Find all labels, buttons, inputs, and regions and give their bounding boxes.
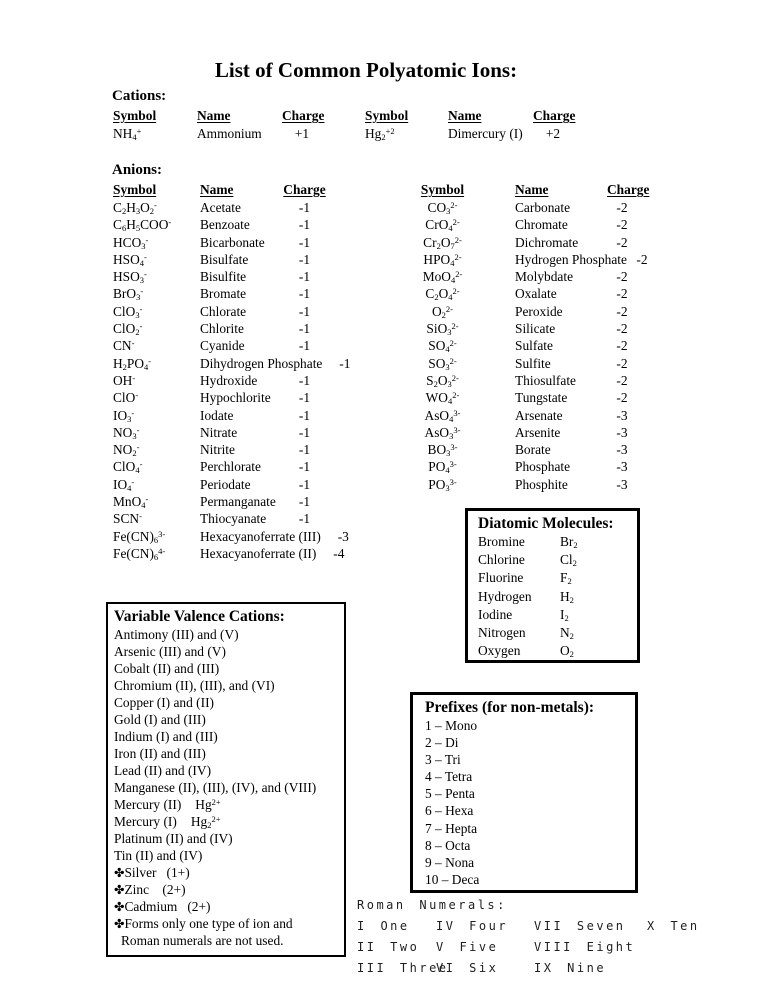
ion-charge: -2 (616, 321, 628, 337)
ion-name: Thiosulfate (515, 372, 576, 388)
roman-item: IV Four (436, 919, 509, 933)
molecule-row (478, 606, 637, 624)
anion-row (113, 216, 367, 233)
valence-item (114, 881, 340, 898)
clover-bullet-icon: ✤ (114, 916, 125, 931)
valence-text: Forms only one type of ion and (124, 916, 293, 931)
molecule-name: Iodine (478, 606, 513, 622)
roman-column (534, 916, 647, 979)
prefix-item: 4 – Tetra (425, 769, 473, 785)
ion-charge: -1 (298, 442, 311, 458)
ion-name: Bromate (200, 286, 247, 302)
prefixes-box (410, 692, 638, 893)
prefix-items (425, 717, 635, 888)
ion-symbol: CN- (113, 338, 135, 354)
anion-row (113, 545, 367, 562)
anion-row (405, 320, 657, 337)
molecule-row (478, 569, 637, 587)
page-title: List of Common Polyatomic Ions: (214, 58, 518, 82)
ion-symbol: AsO$_4^{3-}$ (424, 407, 461, 424)
valence-text: Cobalt (II) and (III) (114, 661, 220, 676)
ion-symbol: CrO$_4^{2-}$ (425, 217, 460, 234)
anion-row (405, 234, 657, 251)
column-header: Charge (607, 182, 650, 197)
valence-text: Cadmium (2+) (124, 899, 211, 914)
anion-row (405, 458, 657, 475)
anion-row (113, 234, 367, 251)
ion-name: Nitrite (200, 442, 235, 458)
ion-charge: -1 (298, 286, 311, 302)
ion-name: Hexacyanoferrate (II) (200, 545, 317, 561)
valence-item (114, 813, 340, 830)
ion-symbol: $HSO_4^-$ (113, 251, 147, 268)
ion-name: Permanganate (200, 494, 276, 510)
valence-item (114, 711, 340, 728)
anion-row (405, 251, 657, 268)
valence-text: Iron (II) and (III) (114, 746, 206, 761)
roman-item: V Five (436, 940, 499, 954)
anion-row (113, 337, 367, 354)
ion-charge: -1 (298, 476, 311, 492)
valence-text: Antimony (III) and (V) (114, 627, 239, 642)
ion-name: Borate (515, 442, 551, 458)
valence-text: Lead (II) and (IV) (114, 763, 212, 778)
valence-item (114, 779, 340, 796)
anion-row (113, 372, 367, 389)
ion-symbol: $PO_3^{3-}$ (428, 476, 457, 493)
ion-symbol: $PO_4^{3-}$ (428, 459, 457, 476)
valence-item (114, 745, 340, 762)
ion-name: Ammonium (197, 126, 262, 141)
anion-row (405, 389, 657, 406)
valence-item (114, 915, 340, 932)
molecule-row (478, 642, 637, 660)
molecule-formula: $H_2$ (560, 588, 574, 605)
anion-row (113, 493, 367, 510)
ion-symbol: MoO$_4^{2-}$ (422, 269, 463, 286)
ion-symbol: $NO_2^-$ (113, 442, 140, 459)
molecule-name: Fluorine (478, 570, 524, 586)
valence-item (114, 898, 340, 915)
ion-charge: -3 (616, 407, 628, 423)
ion-name: Chlorate (200, 303, 247, 319)
valence-item (114, 830, 340, 847)
ion-symbol: OH- (113, 372, 136, 388)
anion-row (405, 441, 657, 458)
column-header: Symbol (113, 182, 157, 197)
ion-name: Dihydrogen Phosphate (200, 355, 323, 371)
roman-item: III Three (357, 961, 449, 975)
anions-table-left (113, 181, 367, 562)
ion-name: Benzoate (200, 217, 250, 233)
roman-item: IX Nine (534, 961, 607, 975)
ion-charge: -1 (298, 200, 311, 215)
ion-charge: -1 (298, 494, 311, 510)
anion-row (405, 303, 657, 320)
ion-symbol: $H_2PO_4^-$ (113, 355, 152, 372)
anion-row (113, 320, 367, 337)
anion-row (113, 458, 367, 475)
prefix-item: 1 – Mono (425, 718, 478, 733)
valence-text: Zinc (2+) (124, 882, 186, 897)
ion-symbol: MnO$_4$- (113, 494, 149, 511)
column-header: Charge (283, 182, 326, 197)
molecule-formula: $O_2$ (560, 643, 574, 660)
ion-charge: -3 (616, 424, 628, 440)
ion-charge: -2 (636, 251, 648, 267)
ion-charge: -1 (298, 217, 311, 233)
valence-item (114, 694, 340, 711)
anion-row (405, 407, 657, 424)
prefix-item: 2 – Di (425, 735, 459, 751)
ion-symbol: $IO_3^-$ (113, 407, 135, 424)
ion-charge: -1 (298, 459, 311, 475)
anion-row (113, 510, 367, 527)
valence-item (114, 796, 340, 813)
valence-text: Gold (I) and (III) (114, 712, 206, 727)
valence-formula: $Hg^{2+}$ (195, 797, 221, 812)
ion-charge: -1 (298, 372, 311, 388)
column-header: Name (448, 108, 482, 123)
molecule-formula: $Cl_2$ (560, 552, 577, 569)
ion-name: Thiocyanate (200, 511, 267, 527)
ion-symbol: $NO_3^-$ (113, 424, 140, 441)
roman-numerals-section (357, 895, 700, 979)
ion-name: Chromate (515, 217, 568, 233)
anion-row (113, 528, 367, 545)
ion-charge: -2 (616, 269, 628, 285)
column-header: Symbol (365, 108, 409, 123)
ion-symbol: $WO_4^{2-}$ (425, 390, 460, 407)
column-header: Name (515, 182, 549, 197)
prefix-item: 6 – Hexa (425, 803, 474, 819)
ion-charge: -2 (616, 200, 628, 215)
valence-item (114, 762, 340, 779)
ion-charge: -2 (616, 338, 628, 354)
valence-text: Mercury (II) (114, 797, 182, 812)
anions-heading: Anions: (112, 162, 163, 178)
roman-column (647, 916, 700, 979)
ion-charge: -1 (298, 321, 311, 337)
ion-name: Dimercury (I) (448, 126, 523, 141)
prefix-item: 3 – Tri (425, 752, 461, 768)
anion-row (405, 216, 657, 233)
ion-charge: -2 (616, 234, 628, 250)
anion-header-row (113, 181, 367, 199)
molecule-name: Chlorine (478, 552, 525, 568)
roman-item: II Two (357, 940, 420, 954)
ion-symbol: $CO_3^{2-}$ (427, 200, 458, 216)
cations-header-row (113, 107, 576, 125)
roman-column (357, 916, 449, 979)
ion-symbol: ClO- (113, 390, 139, 406)
clover-bullet-icon: ✤ (114, 882, 125, 897)
ion-charge: -1 (298, 511, 311, 527)
ion-symbol: SCN- (113, 511, 142, 527)
anion-row (405, 355, 657, 372)
cations-heading: Cations: (112, 88, 167, 104)
ion-symbol: $BO_3^{3-}$ (427, 442, 458, 459)
molecule-row (478, 624, 637, 642)
ion-charge: -2 (616, 390, 628, 406)
ion-symbol: ClO$_3$- (113, 303, 143, 320)
molecule-formula: $I_2$ (560, 606, 569, 623)
ion-symbol: $SO_4^{2-}$ (428, 338, 457, 355)
roman-column (436, 916, 534, 979)
ion-name: Acetate (200, 200, 241, 215)
column-header: Symbol (113, 108, 157, 123)
ion-name: Hypochlorite (200, 390, 271, 406)
ion-charge: +2 (545, 126, 561, 141)
molecule-name: Oxygen (478, 643, 521, 659)
cations-rows (113, 125, 573, 143)
ion-charge: -1 (339, 355, 351, 371)
ion-charge: -2 (616, 355, 628, 371)
ion-symbol: $O_2^{2-}$ (431, 303, 453, 320)
anion-row (113, 199, 367, 216)
cation-row (113, 125, 573, 143)
anion-row (113, 441, 367, 458)
anion-row (113, 303, 367, 320)
anion-row (113, 424, 367, 441)
ion-symbol: $C_2O_4^{2-}$ (425, 286, 460, 303)
ion-name: Oxalate (515, 286, 557, 302)
ion-symbol: $SO_3^{2-}$ (428, 355, 457, 372)
valence-item (114, 643, 340, 660)
ion-name: Hexacyanoferrate (III) (200, 528, 321, 544)
valence-text: Manganese (II), (III), (IV), and (VIII) (114, 780, 317, 795)
ion-symbol: AsO$_3^{3-}$ (424, 424, 461, 441)
clover-bullet-icon: ✤ (114, 865, 125, 880)
ion-symbol: $Fe(CN)_6^{4-}$ (113, 545, 166, 562)
ion-charge: -1 (298, 269, 311, 285)
diatomic-rows (478, 533, 637, 660)
ion-name: Hydrogen Phosphate (515, 251, 627, 267)
ion-charge: -3 (337, 528, 349, 544)
molecule-row (478, 588, 637, 606)
ion-symbol: $HPO_4^{2-}$ (423, 251, 462, 268)
ion-symbol: $S_2O_3^{2-}$ (426, 372, 459, 389)
roman-numerals-title: Roman Numerals: (357, 898, 507, 912)
anions-table-right (405, 181, 657, 493)
ion-symbol: $Hg_2^{+2}$ (365, 126, 395, 142)
ion-symbol: $C_6H_5COO^-$ (113, 217, 172, 234)
molecule-row (478, 551, 637, 569)
column-header: Charge (282, 108, 325, 123)
valence-item (114, 626, 340, 643)
ion-name: Sulfate (515, 338, 553, 354)
roman-item: VII Seven (534, 919, 626, 933)
valence-item (114, 677, 340, 694)
roman-numerals-columns (357, 916, 700, 979)
ion-charge: -3 (616, 459, 628, 475)
ion-symbol: $HCO_3^-$ (113, 234, 149, 251)
anion-row (113, 407, 367, 424)
ion-name: Iodate (200, 407, 234, 423)
valence-text: Silver (1+) (124, 865, 190, 880)
ion-name: Bisulfite (200, 269, 247, 285)
column-header: Charge (533, 108, 576, 123)
valence-text: Chromium (II), (III), and (VI) (114, 678, 275, 693)
ion-name: Bisulfate (200, 251, 249, 267)
molecule-row (478, 533, 637, 551)
valence-text: Tin (II) and (IV) (114, 848, 203, 863)
ion-name: Molybdate (515, 269, 574, 285)
anion-row (113, 355, 367, 372)
ion-charge: -1 (298, 234, 311, 250)
ion-name: Carbonate (515, 200, 571, 215)
prefixes-title: Prefixes (for non-metals): (425, 699, 595, 716)
column-header: Name (200, 182, 234, 197)
anion-row (405, 199, 657, 216)
clover-bullet-icon: ✤ (114, 899, 125, 914)
ion-charge: -1 (298, 424, 311, 440)
cations-table (113, 107, 576, 143)
prefix-item: 10 – Deca (425, 871, 480, 887)
ion-name: Bicarbonate (200, 234, 265, 250)
valence-item (114, 847, 340, 864)
valence-item (114, 864, 340, 881)
molecule-formula: $F_2$ (560, 570, 572, 587)
valence-text: Arsenic (III) and (V) (114, 644, 226, 659)
ion-charge: +1 (294, 126, 310, 141)
molecule-name: Nitrogen (478, 625, 526, 641)
ion-charge: -3 (616, 476, 628, 492)
ion-symbol: $IO_4^-$ (113, 476, 135, 493)
anion-row (113, 285, 367, 302)
ion-charge: -2 (616, 217, 628, 233)
ion-charge: -2 (616, 286, 628, 302)
anion-row (113, 251, 367, 268)
valence-text: Indium (I) and (III) (114, 729, 218, 744)
column-header: Name (197, 108, 231, 123)
ion-name: Hydroxide (200, 372, 258, 388)
ion-charge: -3 (616, 442, 628, 458)
variable-valence-box (106, 602, 346, 957)
ion-charge: -1 (298, 407, 311, 423)
prefix-item: 9 – Nona (425, 854, 475, 870)
ion-name: Phosphate (515, 459, 571, 475)
valence-text: Copper (I) and (II) (114, 695, 215, 710)
prefix-item: 8 – Octa (425, 837, 471, 853)
variable-valence-title: Variable Valence Cations: (114, 608, 285, 625)
ion-charge: -2 (616, 303, 628, 319)
roman-item: X Ten (647, 919, 700, 933)
ion-symbol: ClO$_2$- (113, 321, 143, 338)
ion-name: Perchlorate (200, 459, 261, 475)
ion-name: Silicate (515, 321, 556, 337)
roman-item: VI Six (436, 961, 499, 975)
anion-header-row (405, 181, 657, 199)
ion-name: Peroxide (515, 303, 563, 319)
molecule-formula: $Br_2$ (560, 534, 578, 550)
prefix-item: 7 – Hepta (425, 820, 478, 836)
ion-symbol: $HSO_3^-$ (113, 269, 147, 286)
ion-name: Tungstate (515, 390, 568, 406)
anion-row (113, 476, 367, 493)
ion-name: Arsenite (515, 424, 561, 440)
ion-name: Arsenate (515, 407, 563, 423)
ion-symbol: $Cr_2O_7^{2-}$ (423, 234, 462, 251)
ion-name: Dichromate (515, 234, 579, 250)
anion-row (405, 372, 657, 389)
diatomic-molecules-box (465, 508, 640, 663)
ion-name: Cyanide (200, 338, 245, 354)
anion-row (405, 424, 657, 441)
roman-item: I One (357, 919, 410, 933)
ion-symbol: ClO$_4$- (113, 459, 143, 476)
anion-row (405, 476, 657, 493)
column-header: Symbol (420, 182, 465, 197)
ion-charge: -1 (298, 338, 311, 354)
diatomic-box-title: Diatomic Molecules: (478, 515, 614, 532)
ion-symbol: $NH_4^+$ (113, 126, 142, 142)
molecule-name: Bromine (478, 534, 525, 549)
ion-charge: -1 (298, 251, 311, 267)
molecule-name: Hydrogen (478, 588, 532, 604)
anion-row (113, 268, 367, 285)
prefix-item: 5 – Penta (425, 786, 475, 802)
anion-row (405, 285, 657, 302)
ion-name: Periodate (200, 476, 251, 492)
ion-symbol: SiO$_3^{2-}$ (426, 321, 459, 338)
valence-item (114, 728, 340, 745)
ion-name: Chlorite (200, 321, 244, 337)
ion-charge: -1 (298, 390, 311, 406)
ion-symbol: BrO$_3$- (113, 286, 144, 303)
molecule-formula: $N_2$ (560, 625, 574, 642)
ion-name: Nitrate (200, 424, 238, 440)
roman-item: VIII Eight (534, 940, 636, 954)
ion-charge: -2 (616, 372, 628, 388)
ion-symbol: $Fe(CN)_6^{3-}$ (113, 528, 166, 545)
anion-row (405, 268, 657, 285)
valence-text: Mercury (I) (114, 814, 177, 829)
anion-row (113, 389, 367, 406)
ion-symbol: $C_2H_3O_2^-$ (113, 200, 157, 216)
variable-valence-items (114, 626, 340, 949)
ion-charge: -1 (298, 303, 311, 319)
ion-name: Sulfite (515, 355, 551, 371)
valence-formula: $Hg_2^{2+}$ (190, 814, 221, 830)
anion-row (405, 337, 657, 354)
valence-text: Platinum (II) and (IV) (114, 831, 233, 846)
ion-charge: -4 (333, 545, 345, 561)
ion-name: Phosphite (515, 476, 568, 492)
valence-item (114, 932, 340, 949)
valence-item (114, 660, 340, 677)
valence-text: Roman numerals are not used. (121, 933, 284, 948)
